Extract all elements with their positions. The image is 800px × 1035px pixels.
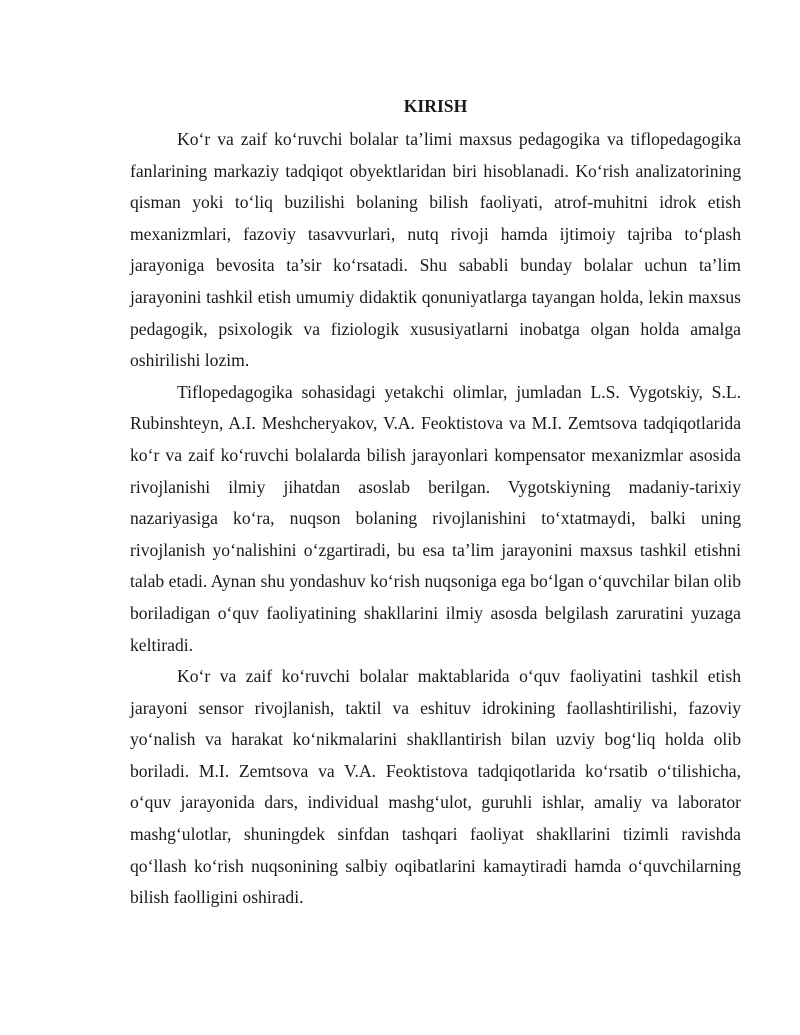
document-page (130, 92, 741, 914)
paragraph-1: Ko‘r va zaif ko‘ruvchi bolalar ta’limi maxsus pedagogika va tiflopedagogika fanlarining markaziy tadqiqot obyektlaridan biri hisoblanadi. Ko‘rish analizatorining qisman yoki to‘liq buzilishi bolaning bilish faoliyati, atrof-muhitni idrok etish mexanizmlari, fazoviy tasavvurlari, nutq rivoji hamda ijtimoiy tajriba to‘plash jarayoniga bevosita ta’sir ko‘rsatadi. Shu sababli bunday bolalar uchun ta’lim jarayonini tashkil etish umumiy didaktik qonuniyatlarga tayangan holda, lekin maxsus pedagogik, psixologik va fiziologik xususiyatlarni inobatga olgan holda amalga oshirilishi lozim. (130, 129, 741, 371)
section-title: KIRISH (403, 96, 468, 116)
paragraph-2: Tiflopedagogika sohasidagi yetakchi olimlar, jumladan L.S. Vygotskiy, S.L. Rubinshteyn, A.I. Meshcheryakov, V.A. Feoktistova va M.I. Zemtsova tadqiqotlarida ko‘r va zaif ko‘ruvchi bolalarda bilish jarayonlari kompensator mexanizmlar asosida rivojlanishi ilmiy jihatdan asoslab berilgan. Vygotskiyning madaniy-tarixiy nazariyasiga ko‘ra, nuqson bolaning rivojlanishini to‘xtatmaydi, balki uning rivojlanish yo‘nalishini o‘zgartiradi, bu esa ta’lim jarayonini maxsus tashkil etishni talab etadi. Aynan shu yondashuv ko‘rish nuqsoniga ega bo‘lgan o‘quvchilar bilan olib boriladigan o‘quv faoliyatining shakllarini ilmiy asosda belgilash zaruratini yuzaga keltiradi. (130, 381, 741, 655)
paragraph-3: Ko‘r va zaif ko‘ruvchi bolalar maktablarida o‘quv faoliyatini tashkil etish jarayoni sensor rivojlanish, taktil va eshituv idrokining faollashtirilishi, fazoviy yo‘nalish va harakat ko‘nikmalarini shakllantirish bilan uzviy bog‘liq holda olib boriladi. M.I. Zemtsova va V.A. Feoktistova tadqiqotlarida ko‘rsatib o‘tilishicha, o‘quv jarayonida dars, individual mashg‘ulot, guruhli ishlar, amaliy va laborator mashg‘ulotlar, shuningdek sinfdan tashqari faoliyat shakllarini tizimli ravishda qo‘llash ko‘rish nuqsonining salbiy oqibatlarini kamaytiradi hamda o‘quvchilarning bilish faolligini oshiradi. (130, 666, 741, 908)
